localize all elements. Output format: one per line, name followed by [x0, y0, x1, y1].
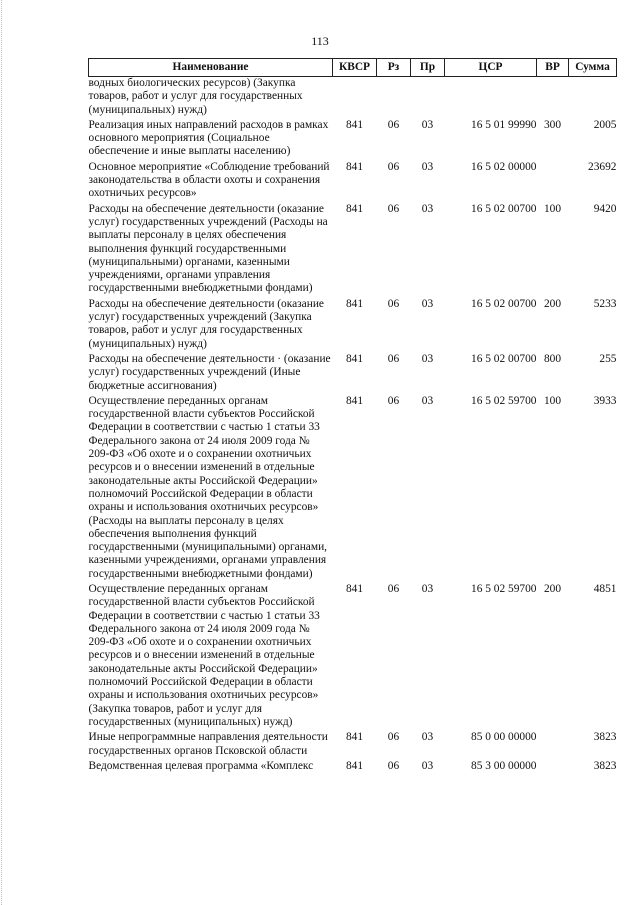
cell-csr: 16 5 02 59700 [471, 394, 537, 407]
cell-pr: 03 [421, 731, 434, 744]
cell-pr: 03 [421, 394, 434, 407]
cell-rz [377, 77, 411, 117]
cell-sum: 2005 [593, 118, 617, 131]
header-pr: Пр [411, 59, 445, 77]
cell-vr [537, 77, 569, 117]
table-row [89, 581, 617, 729]
cell-sum [569, 77, 617, 117]
budget-table [88, 58, 617, 773]
cell-sum: 4851 [593, 582, 617, 595]
cell-csr: 85 0 00 00000 [471, 731, 537, 744]
cell-rz: 06 [387, 352, 400, 365]
header-name: Наименование [89, 59, 333, 77]
cell-kvsr: 841 [345, 582, 364, 595]
cell-sum: 3823 [593, 759, 617, 772]
cell-sum: 255 [599, 352, 617, 365]
cell-vr [537, 758, 569, 773]
cell-kvsr: 841 [345, 759, 364, 772]
cell-csr: 85 3 00 00000 [471, 759, 537, 772]
cell-vr: 200 [543, 297, 562, 310]
cell-name: Реализация иных направлений расходов в рамках основного мероприятия (Социальное обеспечение и иные выплаты населению) [88, 118, 329, 158]
table-row [89, 117, 617, 159]
cell-rz: 06 [387, 202, 400, 215]
cell-vr [537, 159, 569, 201]
table-row [89, 393, 617, 581]
header-vr: ВР [537, 59, 569, 77]
cell-kvsr: 841 [345, 352, 364, 365]
cell-name: Расходы на обеспечение деятельности · (оказание услуг) государственных учреждений (Иные бюджетные ассигнования) [88, 352, 331, 392]
cell-rz: 06 [387, 160, 400, 173]
cell-vr: 300 [543, 118, 562, 131]
cell-sum: 9420 [593, 202, 617, 215]
cell-kvsr: 841 [345, 118, 364, 131]
cell-csr [445, 77, 537, 117]
table-row [89, 351, 617, 393]
cell-rz: 06 [387, 297, 400, 310]
cell-pr [411, 77, 445, 117]
cell-kvsr: 841 [345, 394, 364, 407]
cell-pr: 03 [421, 352, 434, 365]
scan-edge-mark [1, 0, 8, 905]
cell-pr: 03 [421, 582, 434, 595]
table-row [89, 729, 617, 758]
cell-name: Иные непрограммные направления деятельности государственных органов Псковской области [88, 731, 328, 757]
cell-sum: 23692 [588, 160, 617, 173]
table-row [89, 201, 617, 296]
cell-name: водных биологических ресурсов) (Закупка товаров, работ и услуг для государственных (муниципальных) нужд) [88, 77, 303, 116]
cell-vr: 100 [543, 202, 562, 215]
cell-csr: 16 5 02 00700 [471, 297, 537, 310]
cell-kvsr: 841 [345, 202, 364, 215]
cell-kvsr [333, 77, 377, 117]
cell-name: Расходы на обеспечение деятельности (оказание услуг) государственных учреждений (Закупка товаров, работ и услуг для государственных (муниципальных) нужд) [88, 297, 324, 350]
cell-name: Осуществление переданных органам государственной власти субъектов Российской Федерации в соответствии с частью 1 статьи 33 Федерального закона от 24 июля 2009 года № 209-ФЗ «Об охоте и о сохранении охотничьих ресурсов и о внесении изменений в отдельные законодательные акты Российской Федерации» полномочий Российской Федерации в области охраны и использования охотничьих ресурсов» (Расходы на выплаты персоналу в целях обеспечения выполнения функций государственными (муниципальными) органами, казенными учреждениями, органами управления государственными внебюджетными фондами) [88, 394, 328, 580]
cell-pr: 03 [421, 202, 434, 215]
table-row [89, 296, 617, 351]
cell-name: Ведомственная целевая программа «Комплекс [88, 759, 314, 772]
cell-rz: 06 [387, 582, 400, 595]
cell-name: Расходы на обеспечение деятельности (оказание услуг) государственных учреждений (Расходы на выплаты персоналу в целях обеспечения выполнения функций государственными (муниципальными) органами, казенными учреждениями, органами управления государственными внебюджетными фондами) [88, 202, 328, 295]
cell-rz: 06 [387, 394, 400, 407]
table-row [89, 758, 617, 773]
cell-kvsr: 841 [345, 731, 364, 744]
header-sum: Сумма [569, 59, 617, 77]
cell-vr: 100 [543, 394, 562, 407]
cell-pr: 03 [421, 297, 434, 310]
cell-rz: 06 [387, 759, 400, 772]
cell-pr: 03 [421, 118, 434, 131]
cell-csr: 16 5 02 59700 [471, 582, 537, 595]
cell-csr: 16 5 02 00000 [471, 160, 537, 173]
cell-pr: 03 [421, 160, 434, 173]
cell-csr: 16 5 01 99990 [471, 118, 537, 131]
cell-kvsr: 841 [345, 160, 364, 173]
header-kvsr: КВСР [333, 59, 377, 77]
cell-vr [537, 729, 569, 758]
header-csr: ЦСР [445, 59, 537, 77]
table-row [89, 159, 617, 201]
cell-pr: 03 [421, 759, 434, 772]
cell-sum: 3933 [593, 394, 617, 407]
cell-csr: 16 5 02 00700 [471, 202, 537, 215]
cell-name: Основное мероприятие «Соблюдение требований законодательства в области охоты и сохранения охотничьих ресурсов» [88, 160, 330, 200]
cell-sum: 5233 [593, 297, 617, 310]
cell-name: Осуществление переданных органам государственной власти субъектов Российской Федерации в соответствии с частью 1 статьи 33 Федерального закона от 24 июля 2009 года № 209-ФЗ «Об охоте и о сохранении охотничьих ресурсов и о внесении изменений в отдельные законодательные акты Российской Федерации» полномочий Российской Федерации в области охраны и использования охотничьих ресурсов» (Закупка товаров, работ и услуг для государственных (муниципальных) нужд) [88, 582, 320, 728]
table-header-row [89, 59, 617, 77]
cell-kvsr: 841 [345, 297, 364, 310]
cell-vr: 800 [543, 352, 562, 365]
cell-csr: 16 5 02 00700 [471, 352, 537, 365]
page-number: 113 [311, 34, 329, 48]
table-row [89, 77, 617, 117]
cell-rz: 06 [387, 118, 400, 131]
cell-rz: 06 [387, 731, 400, 744]
cell-vr: 200 [543, 582, 562, 595]
cell-sum: 3823 [593, 731, 617, 744]
header-rz: Рз [377, 59, 411, 77]
